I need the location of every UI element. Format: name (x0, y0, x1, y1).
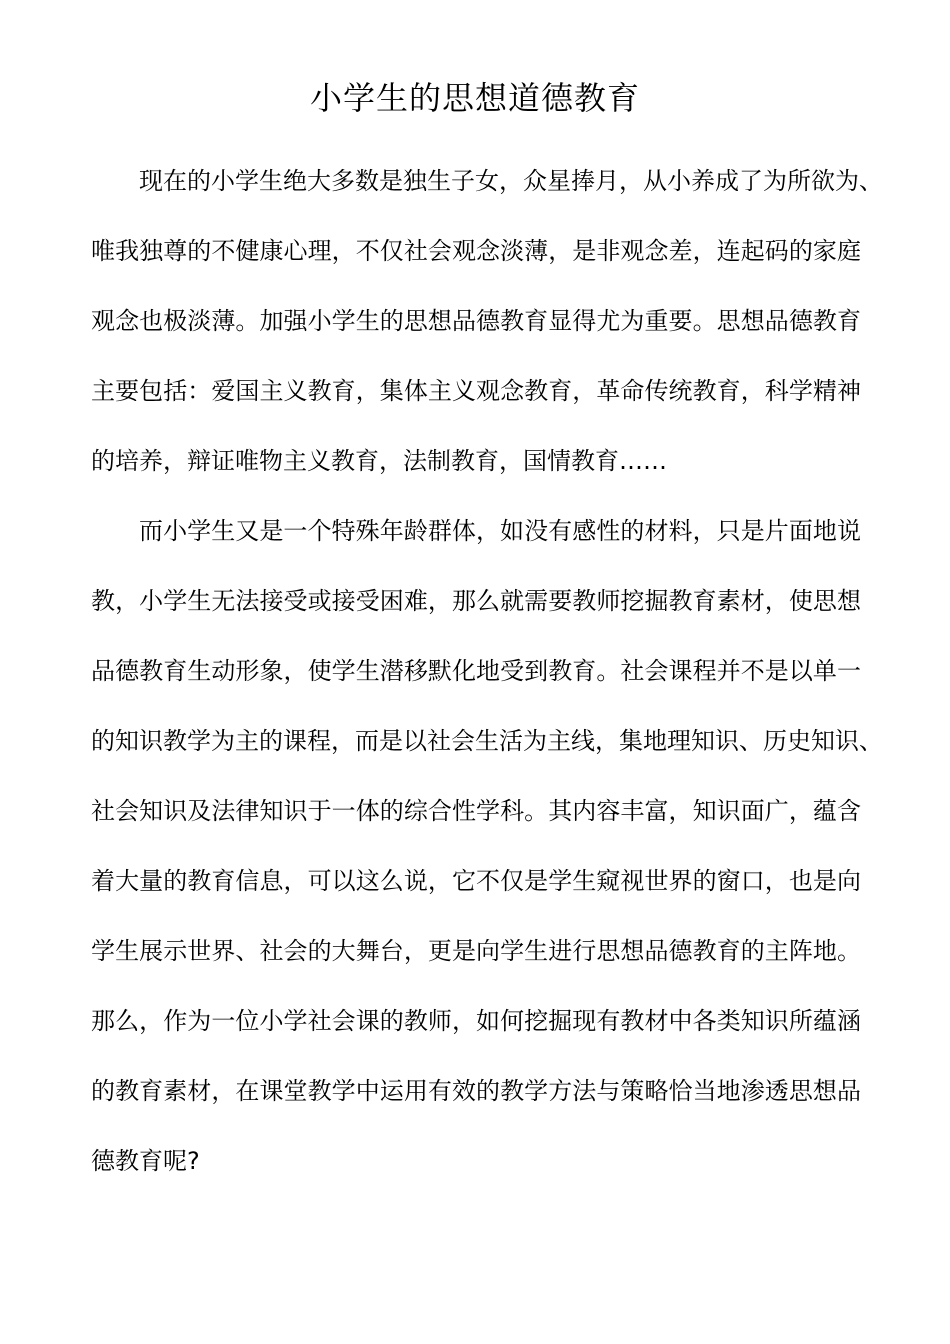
text-line: 那么，作为一位小学社会课的教师，如何挖掘现有教材中各类知识所蕴涵 (91, 1007, 861, 1035)
document-body (91, 160, 883, 1210)
text-line: 的教育素材，在课堂教学中运用有效的教学方法与策略恰当地渗透思想品 (91, 1077, 861, 1105)
text-line: 教，小学生无法接受或接受困难，那么就需要教师挖掘教育素材，使思想 (91, 587, 861, 615)
document-title: 小学生的思想道德教育 (309, 79, 640, 117)
text-line: 的培养，辩证唯物主义教育，法制教育，国情教育…… (91, 447, 667, 475)
text-line: 品德教育生动形象，使学生潜移默化地受到教育。社会课程并不是以单一 (91, 657, 861, 685)
text-line: 德教育呢? (91, 1147, 200, 1175)
text-line: 现在的小学生绝大多数是独生子女，众星捧月，从小养成了为所欲为、 (139, 167, 883, 195)
paragraph (91, 510, 883, 1210)
text-line: 着大量的教育信息，可以这么说，它不仅是学生窥视世界的窗口，也是向 (91, 867, 861, 895)
paragraph (91, 160, 883, 510)
text-line: 观念也极淡薄。加强小学生的思想品德教育显得尤为重要。思想品德教育 (91, 307, 861, 335)
text-line: 而小学生又是一个特殊年龄群体，如没有感性的材料，只是片面地说 (139, 517, 861, 545)
text-line: 主要包括：爱国主义教育，集体主义观念教育，革命传统教育，科学精神 (91, 377, 861, 405)
text-line: 唯我独尊的不健康心理，不仅社会观念淡薄，是非观念差，连起码的家庭 (91, 237, 861, 265)
text-line: 学生展示世界、社会的大舞台，更是向学生进行思想品德教育的主阵地。 (91, 937, 861, 965)
text-line: 社会知识及法律知识于一体的综合性学科。其内容丰富，知识面广，蕴含 (91, 797, 861, 825)
text-line: 的知识教学为主的课程，而是以社会生活为主线，集地理知识、历史知识、 (91, 727, 883, 755)
